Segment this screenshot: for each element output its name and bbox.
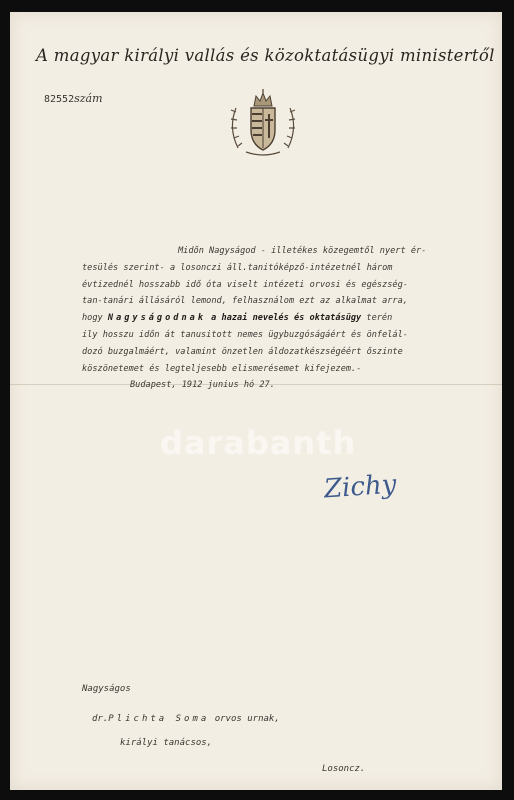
body-line: köszönetemet és legteljesebb elismerésemet kifejezem.- [82, 363, 362, 374]
address-title: dr. [92, 714, 109, 724]
body-line-addressee [82, 310, 432, 327]
body-line: évtizednél hosszabb idő óta viselt intézeti orvosi és egészség- [82, 279, 408, 290]
body-line: tesülés szerint- a losonczi áll.tanitóképző-intézetnél három [82, 262, 393, 273]
address-city: Losoncz. [322, 764, 366, 774]
letterhead-title: A magyar királyi vallás és közoktatásügyi ministertől [36, 46, 495, 65]
body-line: Midőn Nagyságod - illetékes közegemtől nyert ér- [178, 246, 427, 256]
address-rank: királyi tanácsos, [120, 738, 213, 748]
document-sheet [10, 12, 502, 790]
body-line: dozó buzgalmáért, valamint önzetlen áldozatkészségéért őszinte [82, 346, 403, 357]
body-word: hogy [82, 313, 103, 324]
address-suffix: orvos urnak, [214, 714, 280, 724]
address-salutation: Nagyságos [82, 684, 131, 694]
signature [323, 470, 397, 505]
hungarian-coat-of-arms-icon [224, 88, 302, 158]
reference-number [44, 92, 103, 105]
reference-number-value: 82552 [44, 94, 75, 105]
date-line: Budapest, 1912 junius hó 27. [130, 380, 275, 391]
body-line: tan-tanári állásáról lemond, felhasználom ezt az alkalmat arra, [82, 296, 408, 307]
signature-text: Zichy [323, 469, 398, 505]
address-name-line [92, 714, 280, 724]
addressee-emphasis: Nagyságodnak [107, 313, 206, 324]
letter-body [82, 243, 432, 394]
reference-number-suffix: szám [74, 92, 103, 105]
address-name: Plichta Soma [108, 714, 210, 724]
watermark: darabanth [160, 424, 357, 462]
handwritten-insertion: a hazai nevelés és oktatásügy [211, 313, 362, 324]
body-line: ily hosszu időn át tanusitott nemes ügybuzgóságáért és önfelál- [82, 329, 408, 340]
body-word: terén [366, 313, 393, 324]
